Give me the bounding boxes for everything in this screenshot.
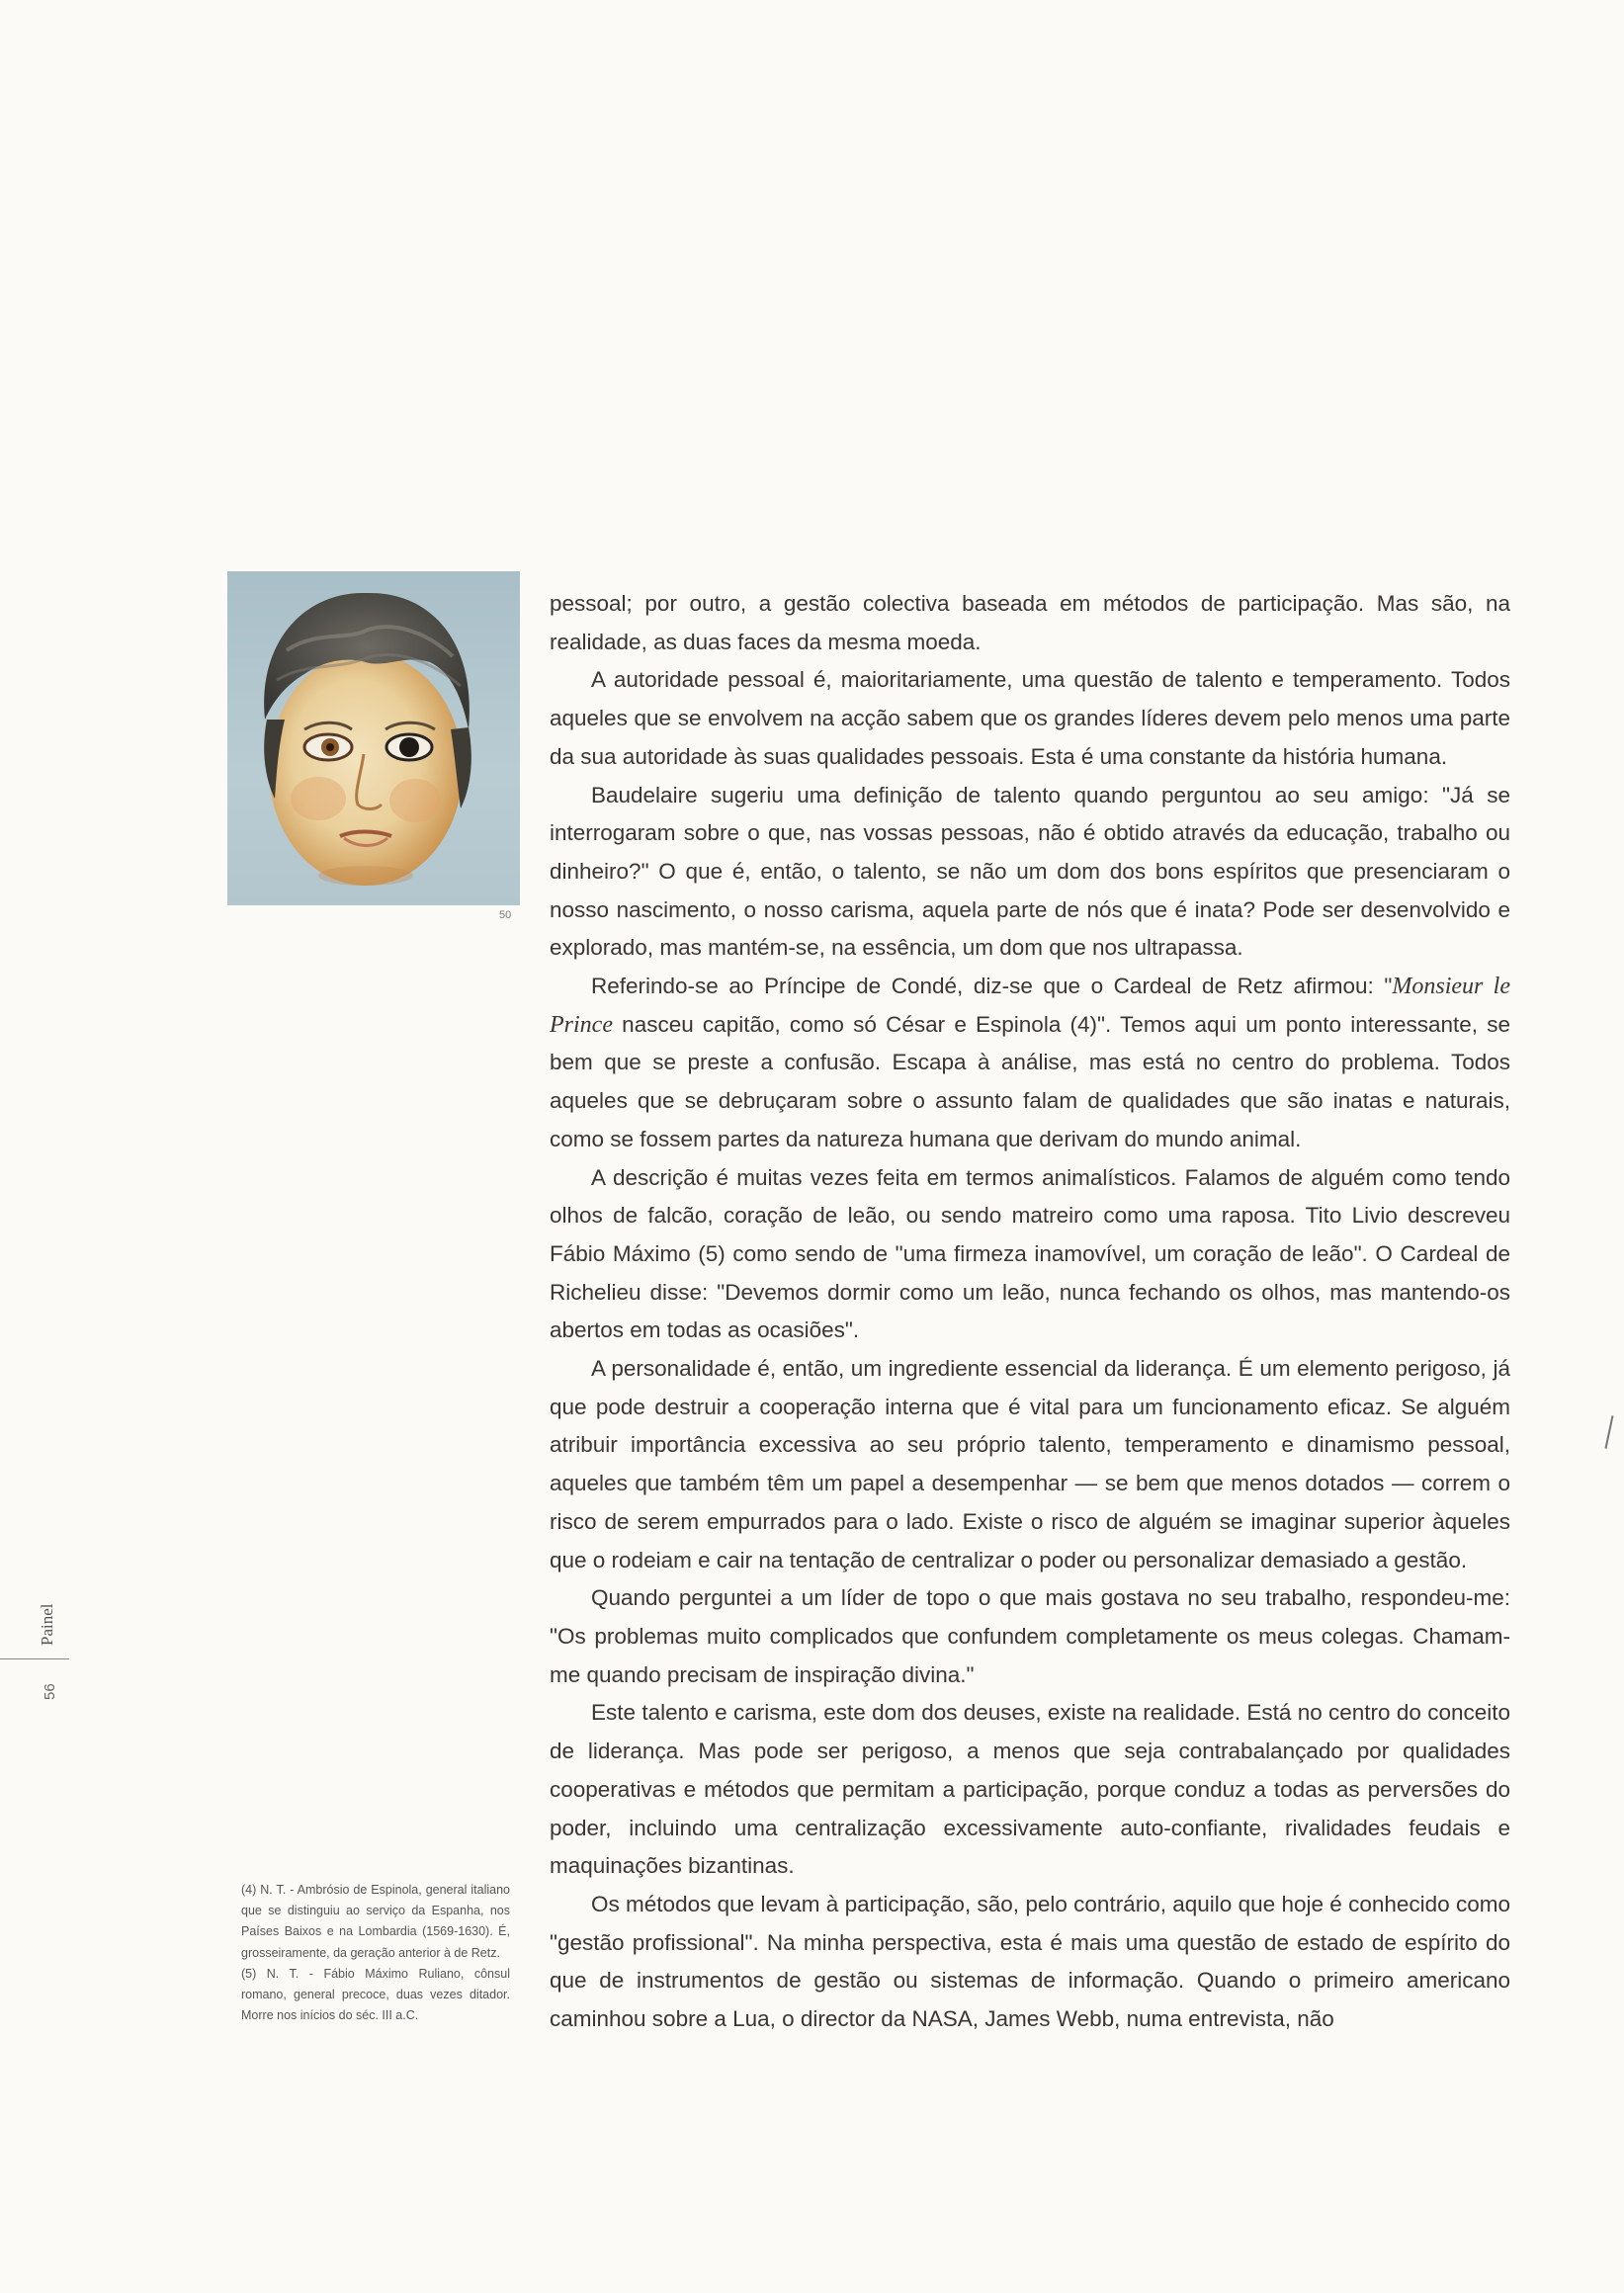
footnotes <box>241 1880 510 2026</box>
paragraph: A personalidade é, então, um ingrediente essencial da liderança. É um elemento perigoso, já que pode destruir a cooperação interna que é vital para um funcionamento eficaz. Se alguém atribuir importância excessiva ao seu próprio talento, temperamento e dinamismo pessoal, aqueles que também têm um papel a desempenhar — se bem que menos dotados — correm o risco de serem empurrados para o lado. Existe o risco de alguém se imaginar superior àqueles que o rodeiam e cair na tentação de centralizar o poder ou personalizar demasiado a gestão. <box>550 1356 1510 1572</box>
paragraph: A autoridade pessoal é, maioritariamente, uma questão de talento e temperamento. Todos aqueles que se envolvem na acção sabem que os grandes líderes devem pelo menos uma parte da sua autoridade às suas qualidades pessoais. Esta é uma constante da história humana. <box>550 667 1510 769</box>
side-divider <box>0 1658 69 1659</box>
paragraph: Quando perguntei a um líder de topo o que mais gostava no seu trabalho, respondeu-me: "Os problemas muito complicados que confundem completamente os meus colegas. Chamam-me quando precisam de inspiração divina." <box>550 1585 1510 1687</box>
body-text <box>550 585 1510 2039</box>
mask-figure <box>227 571 520 905</box>
italic-phrase: Monsieur le Prince <box>550 974 1511 1038</box>
section-title: Painel <box>38 1603 56 1646</box>
paragraph: Os métodos que levam à participação, são, pelo contrário, aquilo que hoje é conhecido como "gestão profissional". Na minha perspectiva, esta é mais uma questão de estado de espírito do que de instrumentos de gestão ou sistemas de informação. Quando o primeiro americano caminhou sobre a Lua, o director da NASA, James Webb, numa entrevista, não <box>550 1891 1510 2032</box>
paragraph-text: nasceu capitão, como só César e Espinola (4)". Temos aqui um ponto interessante, se bem que se preste a confusão. Escapa à análise, mas está no centro do problema. Todos aqueles que se debruçaram sobre o assunto falam de qualidades que são inatas e naturais, como se fossem partes da natureza humana que derivam do mundo animal. <box>550 1011 1510 1151</box>
paragraph <box>550 968 1510 1159</box>
edge-mark <box>1604 1415 1613 1449</box>
paragraph: Este talento e carisma, este dom dos deuses, existe na realidade. Está no centro do conceito de liderança. Mas pode ser perigoso, a menos que seja contrabalançado por qualidades cooperativas e métodos que permitam a participação, porque conduz a todas as perversões do poder, incluindo uma centralização excessivamente auto-confiante, rivalidades feudais e maquinações bizantinas. <box>550 1700 1510 1879</box>
paragraph: Baudelaire sugeriu uma definição de talento quando perguntou ao seu amigo: "Já se interrogaram sobre o que, nas vossas pessoas, não é obtido através da educação, trabalho ou dinheiro?" O que é, então, o talento, se não um dom dos bons espíritos que presenciaram o nosso nascimento, o nosso carisma, aquela parte de nós que é inata? Pode ser desenvolvido e explorado, mas mantém-se, na essência, um dom que nos ultrapassa. <box>550 782 1510 961</box>
footnote: (5) N. T. - Fábio Máximo Ruliano, cônsul romano, general precoce, duas vezes ditador. Morre nos inícios do séc. III a.C. <box>241 1966 510 2023</box>
footnote: (4) N. T. - Ambrósio de Espinola, general italiano que se distinguiu ao serviço da Espanha, nos Países Baixos e na Lombardia (1569-1630). É, grosseiramente, da geração anterior à de Retz. <box>241 1883 510 1960</box>
paragraph: pessoal; por outro, a gestão colectiva baseada em métodos de participação. Mas são, na realidade, as duas faces da mesma moeda. <box>550 591 1510 654</box>
paragraph-text: Referindo-se ao Príncipe de Condé, diz-se que o Cardeal de Retz afirmou: " <box>591 974 1393 999</box>
page-number: 56 <box>42 1683 58 1700</box>
paragraph: A descrição é muitas vezes feita em termos animalísticos. Falamos de alguém como tendo olhos de falcão, coração de leão, ou sendo matreiro como uma raposa. Tito Livio descreveu Fábio Máximo (5) como sendo de "uma firmeza inamovível, um coração de leão". O Cardeal de Richelieu disse: "Devemos dormir como um leão, nunca fechando os olhos, mas mantendo-os abertos em todas as ocasiões". <box>550 1164 1510 1343</box>
mask-illustration <box>227 571 520 905</box>
figure-number: 50 <box>499 909 512 921</box>
